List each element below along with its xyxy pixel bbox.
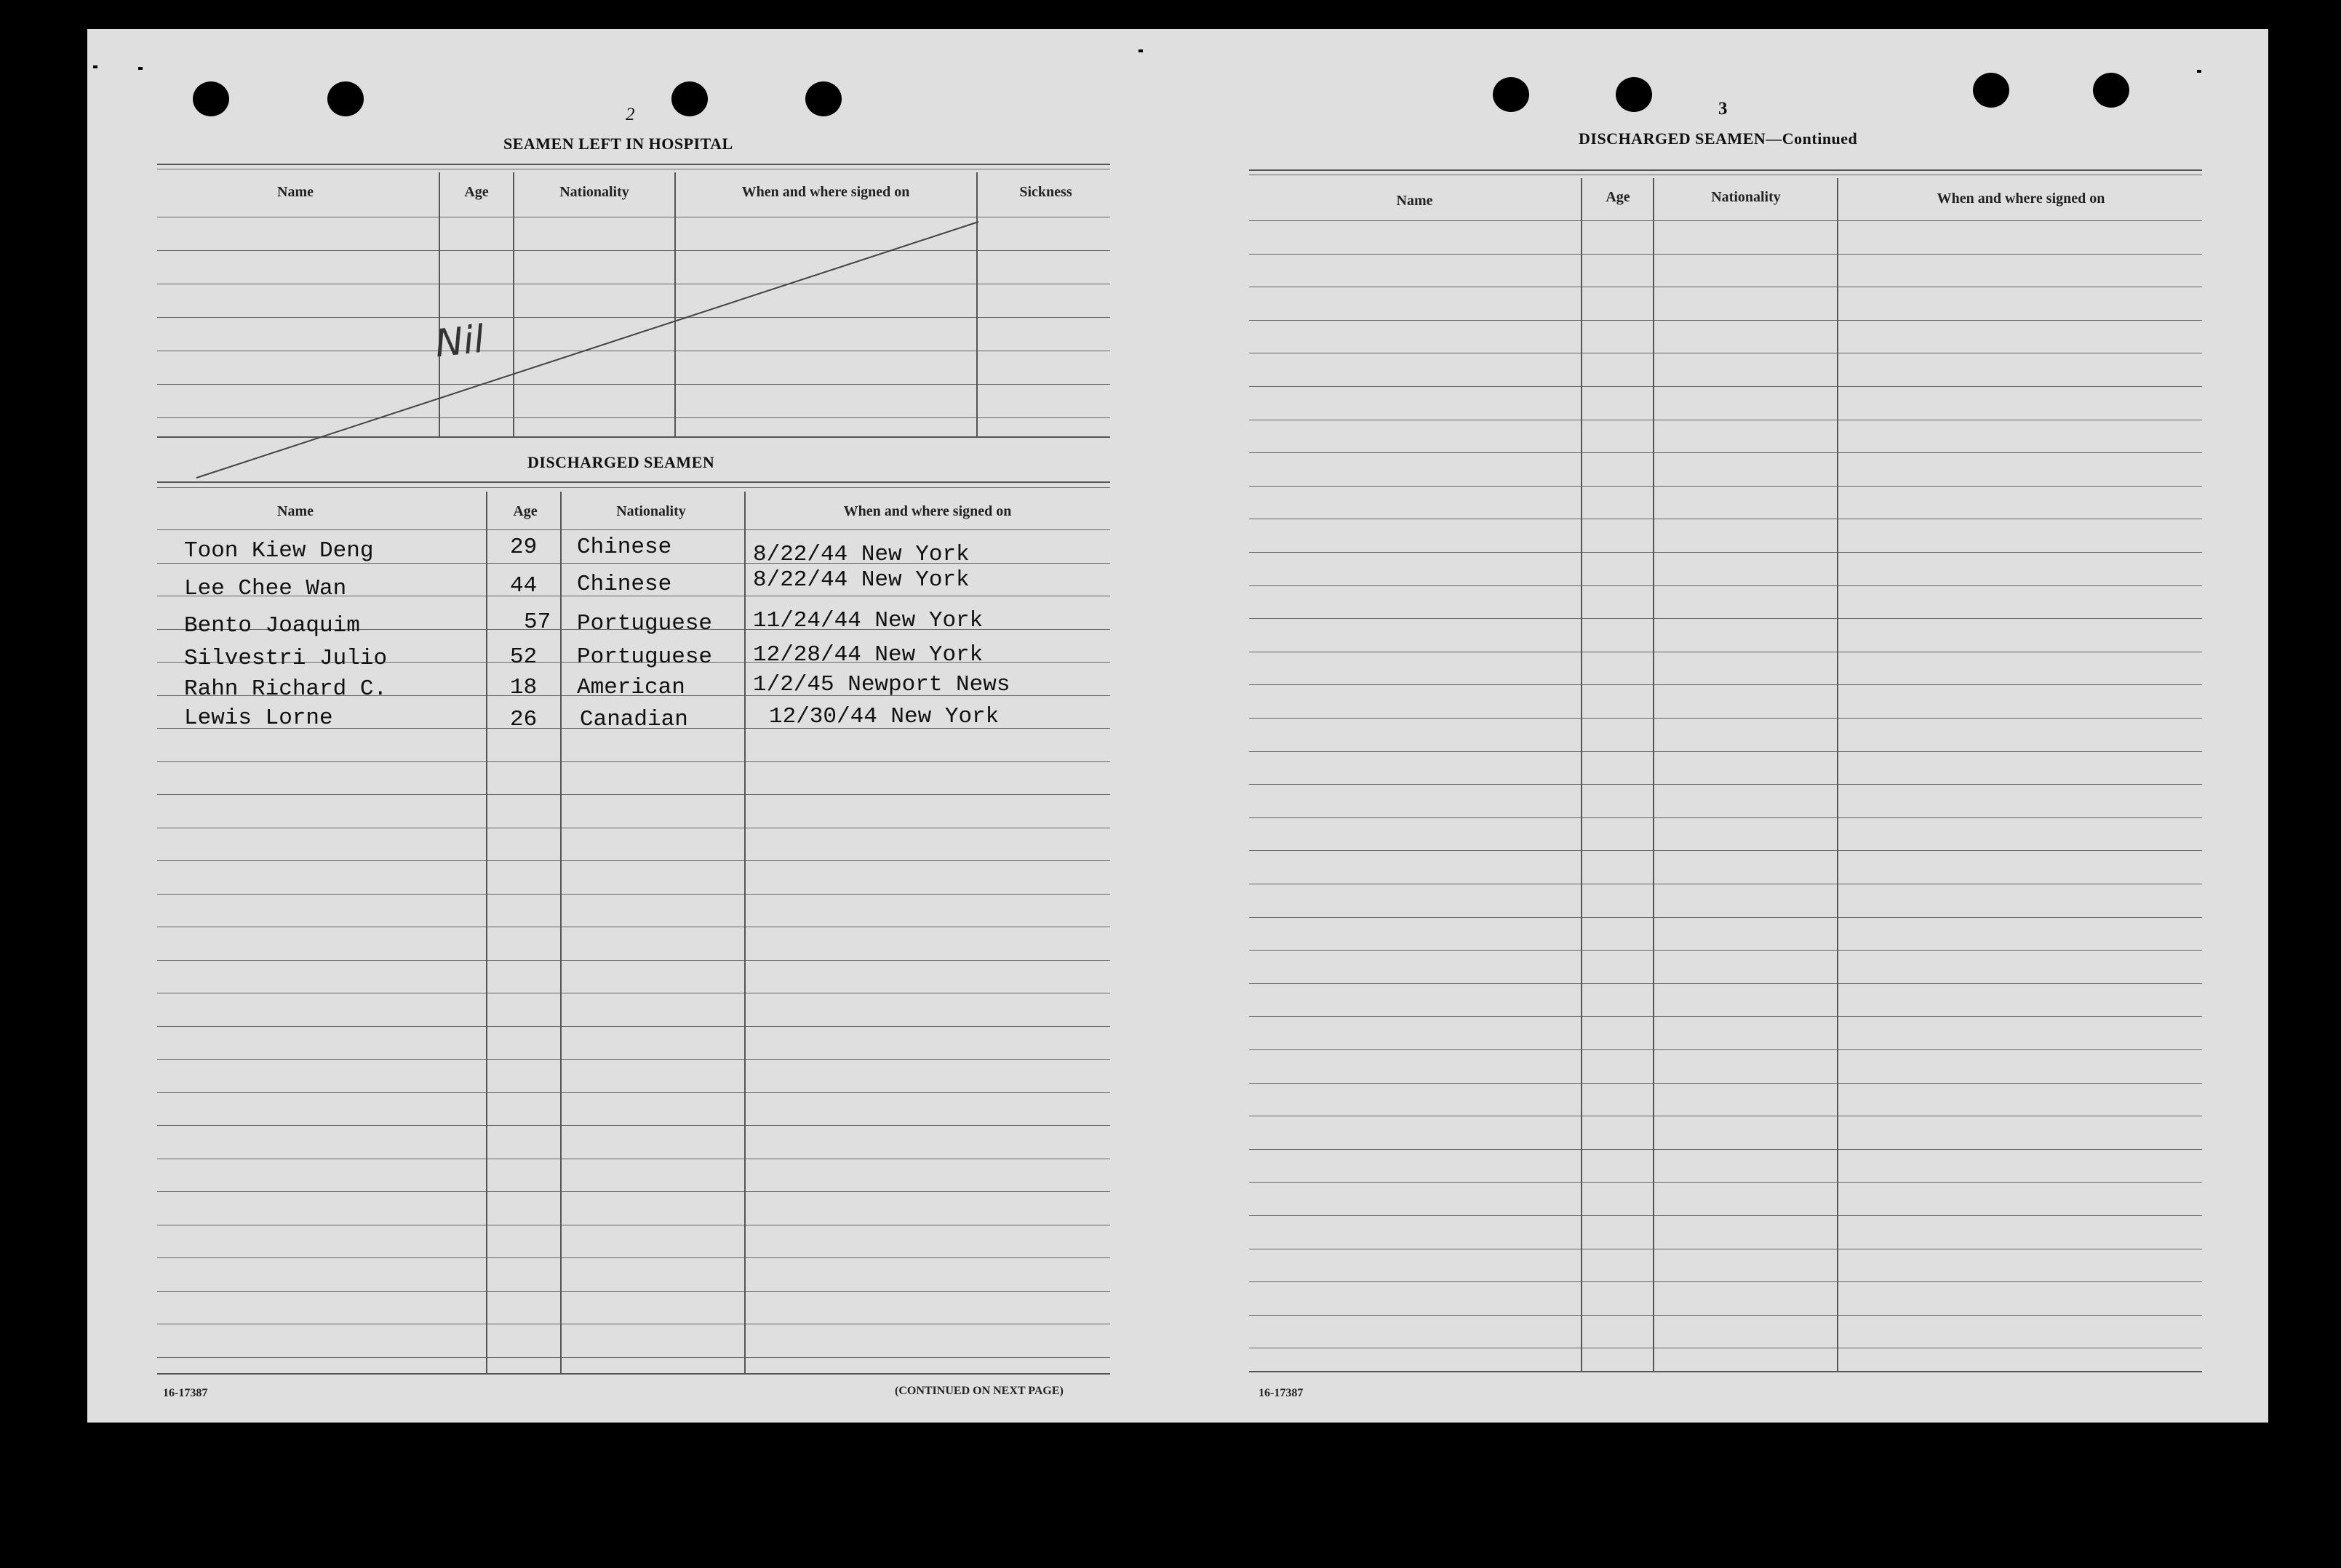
- seaman-name: Lewis Lorne: [184, 705, 333, 731]
- seaman-signed-on: 12/30/44 New York: [769, 704, 1000, 729]
- continued-note: (CONTINUED ON NEXT PAGE): [895, 1385, 1064, 1397]
- row-rule: [1249, 718, 2202, 719]
- column-rule: [744, 492, 746, 1373]
- row-rule: [1249, 1315, 2202, 1316]
- row-rule: [1249, 850, 2202, 851]
- rule: [1249, 169, 2202, 171]
- hospital-section-title: SEAMEN LEFT IN HOSPITAL: [503, 135, 733, 153]
- col-header-signed-on: When and where signed on: [843, 503, 1012, 519]
- row-rule: [1249, 817, 2202, 818]
- row-rule: [1249, 983, 2202, 984]
- seaman-name: Toon Kiew Deng: [184, 538, 374, 564]
- seaman-name: Silvestri Julio: [184, 646, 388, 671]
- row-rule: [157, 1125, 1110, 1126]
- seaman-age: 18: [510, 675, 538, 700]
- row-rule: [157, 1191, 1110, 1192]
- row-rule: [157, 1026, 1110, 1027]
- column-rule: [560, 492, 562, 1373]
- seaman-signed-on: 12/28/44 New York: [753, 642, 984, 668]
- col-header-age: Age: [464, 184, 489, 200]
- row-rule: [157, 1059, 1110, 1060]
- row-rule: [157, 529, 1110, 530]
- punch-hole: [193, 81, 229, 116]
- row-rule: [1249, 1083, 2202, 1084]
- row-rule: [157, 1291, 1110, 1292]
- seaman-name: Rahn Richard C.: [184, 676, 388, 702]
- col-header-name: Name: [277, 184, 314, 200]
- punch-hole: [1616, 77, 1652, 112]
- col-header-signed-on: When and where signed on: [1937, 191, 2105, 207]
- col-header-age: Age: [1606, 189, 1630, 205]
- seaman-nationality: Canadian: [580, 707, 688, 732]
- nil-strike-annotation: [189, 207, 1004, 484]
- row-rule: [157, 1357, 1110, 1358]
- document-sheet: [87, 29, 2268, 1423]
- row-rule: [1249, 784, 2202, 785]
- page-title: DISCHARGED SEAMEN—Continued: [1579, 129, 1858, 148]
- punch-hole: [671, 81, 708, 116]
- column-rule: [486, 492, 487, 1373]
- row-rule: [157, 960, 1110, 961]
- row-rule: [157, 1373, 1110, 1375]
- seaman-nationality: Portuguese: [577, 611, 713, 636]
- rule: [157, 481, 1110, 483]
- row-rule: [1249, 486, 2202, 487]
- rule: [157, 164, 1110, 165]
- seaman-name: Lee Chee Wan: [184, 576, 347, 601]
- row-rule: [1249, 950, 2202, 951]
- row-rule: [1249, 1149, 2202, 1150]
- row-rule: [1249, 618, 2202, 619]
- row-rule: [1249, 1182, 2202, 1183]
- seaman-age: 52: [510, 644, 538, 670]
- col-header-name: Name: [1396, 193, 1433, 209]
- col-header-name: Name: [277, 503, 314, 519]
- seaman-name: Bento Joaquim: [184, 613, 360, 639]
- discharged-section-title: DISCHARGED SEAMEN: [527, 453, 715, 471]
- seaman-signed-on: 11/24/44 New York: [753, 608, 984, 633]
- seaman-nationality: Chinese: [577, 535, 672, 560]
- col-header-signed-on: When and where signed on: [741, 184, 910, 200]
- seaman-signed-on: 8/22/44 New York: [753, 542, 970, 567]
- row-rule: [1249, 585, 2202, 586]
- row-rule: [1249, 1016, 2202, 1017]
- column-rule: [1837, 178, 1838, 1371]
- row-rule: [1249, 254, 2202, 255]
- speck: [93, 65, 97, 68]
- seaman-age: 57: [524, 609, 551, 635]
- col-header-nationality: Nationality: [559, 184, 629, 200]
- row-rule: [1249, 1371, 2202, 1372]
- seaman-signed-on: 1/2/45 Newport News: [753, 672, 1010, 697]
- seaman-nationality: American: [577, 675, 685, 700]
- speck: [2197, 70, 2201, 73]
- row-rule: [157, 894, 1110, 895]
- column-rule: [1653, 178, 1654, 1371]
- row-rule: [1249, 552, 2202, 553]
- page-number: 3: [1718, 99, 1728, 119]
- row-rule: [1249, 1281, 2202, 1282]
- seaman-age: 26: [510, 707, 538, 732]
- page-number: 2: [626, 105, 635, 124]
- row-rule: [157, 1092, 1110, 1093]
- punch-hole: [805, 81, 842, 116]
- speck: [138, 67, 143, 70]
- row-rule: [157, 860, 1110, 861]
- col-header-age: Age: [513, 503, 538, 519]
- row-rule: [157, 761, 1110, 762]
- col-header-nationality: Nationality: [616, 503, 686, 519]
- punch-hole: [1493, 77, 1529, 112]
- punch-hole: [1973, 73, 2009, 108]
- punch-hole: [2093, 73, 2129, 108]
- column-rule: [1581, 178, 1582, 1371]
- punch-hole: [327, 81, 364, 116]
- row-rule: [1249, 386, 2202, 387]
- row-rule: [1249, 1049, 2202, 1050]
- row-rule: [1249, 220, 2202, 221]
- seaman-nationality: Portuguese: [577, 644, 713, 670]
- row-rule: [1249, 917, 2202, 918]
- nil-annotation: Nil: [433, 317, 487, 367]
- row-rule: [1249, 684, 2202, 685]
- form-number: 16-17387: [163, 1387, 208, 1399]
- row-rule: [157, 1257, 1110, 1258]
- row-rule: [157, 794, 1110, 795]
- form-number: 16-17387: [1259, 1387, 1304, 1399]
- seaman-nationality: Chinese: [577, 572, 672, 597]
- rule: [157, 487, 1110, 488]
- row-rule: [1249, 1215, 2202, 1216]
- row-rule: [1249, 751, 2202, 752]
- col-header-nationality: Nationality: [1711, 189, 1781, 205]
- speck: [1138, 49, 1143, 52]
- seaman-age: 44: [510, 573, 538, 599]
- seaman-signed-on: 8/22/44 New York: [753, 567, 970, 593]
- seaman-age: 29: [510, 535, 538, 560]
- row-rule: [1249, 452, 2202, 453]
- col-header-sickness: Sickness: [1019, 184, 1072, 200]
- row-rule: [1249, 320, 2202, 321]
